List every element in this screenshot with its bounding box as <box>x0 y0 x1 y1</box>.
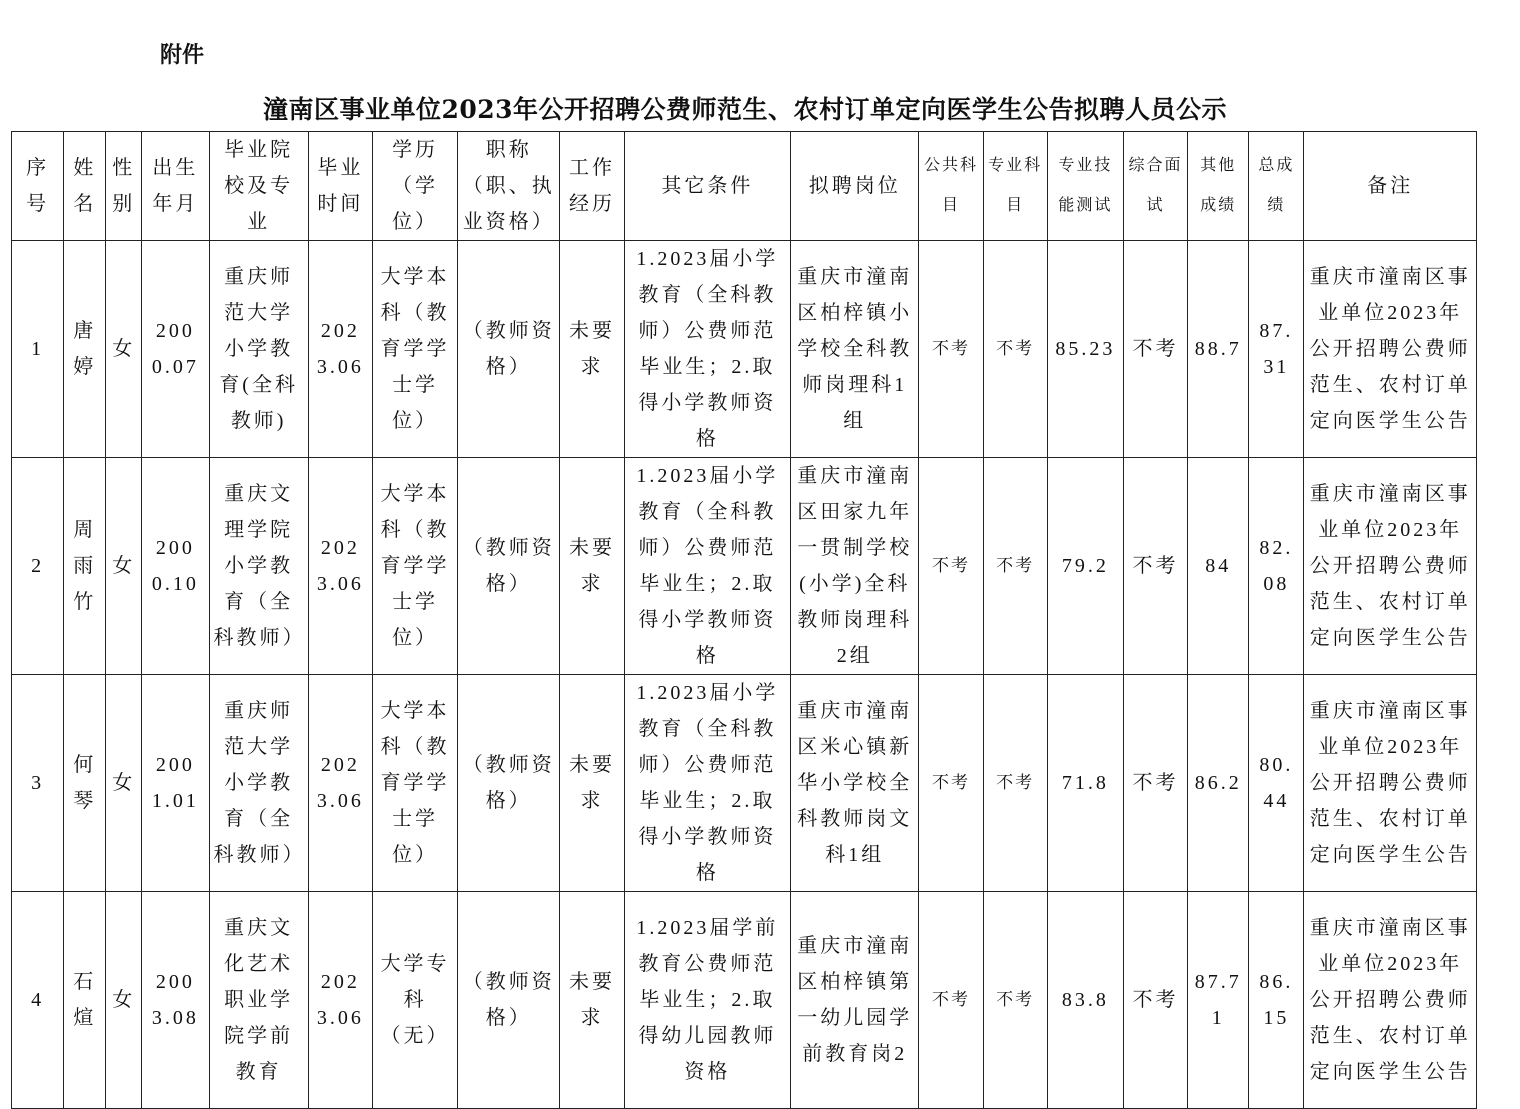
header-title-qual: 职称（职、执业资格） <box>458 132 560 241</box>
cell-position: 重庆市潼南区柏梓镇小学校全科教师岗理科1组 <box>791 241 919 458</box>
cell-major-subject: 不考 <box>983 458 1047 675</box>
cell-education: 大学专科（无） <box>372 892 457 1109</box>
cell-name: 唐婷 <box>64 241 106 458</box>
cell-education: 大学本科（教育学学士学位） <box>372 458 457 675</box>
cell-interview: 不考 <box>1123 892 1187 1109</box>
cell-other-cond: 1.2023届小学教育（全科教师）公费师范毕业生；2.取得小学教师资格 <box>624 458 790 675</box>
header-work-exp: 工作经历 <box>560 132 624 241</box>
table-row <box>12 675 1477 892</box>
cell-position: 重庆市潼南区米心镇新华小学校全科教师岗文科1组 <box>791 675 919 892</box>
cell-skill-test: 85.23 <box>1047 241 1123 458</box>
cell-education: 大学本科（教育学学士学位） <box>372 675 457 892</box>
cell-grad-time: 2023.06 <box>308 458 372 675</box>
cell-title-qual: （教师资格） <box>458 892 560 1109</box>
cell-gender: 女 <box>106 241 142 458</box>
cell-seq: 4 <box>12 892 64 1109</box>
header-major-subject: 专业科目 <box>983 132 1047 241</box>
cell-title-qual: （教师资格） <box>458 675 560 892</box>
cell-public-subject: 不考 <box>919 458 983 675</box>
cell-seq: 3 <box>12 675 64 892</box>
table-header-row <box>12 132 1477 241</box>
cell-other-cond: 1.2023届小学教育（全科教师）公费师范毕业生；2.取得小学教师资格 <box>624 675 790 892</box>
cell-work-exp: 未要求 <box>560 892 624 1109</box>
cell-public-subject: 不考 <box>919 892 983 1109</box>
cell-major-subject: 不考 <box>983 675 1047 892</box>
cell-remark: 重庆市潼南区事业单位2023年公开招聘公费师范生、农村订单定向医学生公告 <box>1304 458 1477 675</box>
cell-other-cond: 1.2023届学前教育公费师范毕业生；2.取得幼儿园教师资格 <box>624 892 790 1109</box>
attachment-label: 附件 <box>160 43 205 68</box>
cell-work-exp: 未要求 <box>560 675 624 892</box>
cell-grad-time: 2023.06 <box>308 241 372 458</box>
header-public-subject: 公共科目 <box>919 132 983 241</box>
cell-other-score: 87.71 <box>1188 892 1249 1109</box>
cell-name: 何琴 <box>64 675 106 892</box>
cell-grad-time: 2023.06 <box>308 675 372 892</box>
cell-position: 重庆市潼南区柏梓镇第一幼儿园学前教育岗2 <box>791 892 919 1109</box>
cell-skill-test: 79.2 <box>1047 458 1123 675</box>
cell-gender: 女 <box>106 675 142 892</box>
header-grad-time: 毕业时间 <box>308 132 372 241</box>
page-title: 潼南区事业单位2023年公开招聘公费师范生、农村订单定向医学生公告拟聘人员公示 <box>262 95 1228 124</box>
cell-grad-time: 2023.06 <box>308 892 372 1109</box>
cell-work-exp: 未要求 <box>560 241 624 458</box>
cell-public-subject: 不考 <box>919 241 983 458</box>
cell-total: 80.44 <box>1249 675 1304 892</box>
header-skill-test: 专业技能测试 <box>1047 132 1123 241</box>
cell-skill-test: 83.8 <box>1047 892 1123 1109</box>
cell-other-score: 84 <box>1188 458 1249 675</box>
header-gender: 性别 <box>106 132 142 241</box>
cell-birth: 2000.10 <box>142 458 209 675</box>
table-row <box>12 458 1477 675</box>
table-row <box>12 241 1477 458</box>
candidates-table <box>11 131 1477 1109</box>
cell-total: 87.31 <box>1249 241 1304 458</box>
header-education: 学历（学位） <box>372 132 457 241</box>
cell-birth: 2003.08 <box>142 892 209 1109</box>
cell-major-subject: 不考 <box>983 241 1047 458</box>
table-row <box>12 892 1477 1109</box>
cell-other-score: 88.7 <box>1188 241 1249 458</box>
cell-remark: 重庆市潼南区事业单位2023年公开招聘公费师范生、农村订单定向医学生公告 <box>1304 241 1477 458</box>
header-school-major: 毕业院校及专业 <box>209 132 308 241</box>
header-name: 姓名 <box>64 132 106 241</box>
cell-school-major: 重庆文理学院小学教育（全科教师） <box>209 458 308 675</box>
header-seq: 序号 <box>12 132 64 241</box>
cell-school-major: 重庆师范大学小学教育（全科教师） <box>209 675 308 892</box>
cell-major-subject: 不考 <box>983 892 1047 1109</box>
cell-school-major: 重庆文化艺术职业学院学前教育 <box>209 892 308 1109</box>
cell-public-subject: 不考 <box>919 675 983 892</box>
cell-name: 周雨竹 <box>64 458 106 675</box>
cell-education: 大学本科（教育学学士学位） <box>372 241 457 458</box>
header-total: 总成绩 <box>1249 132 1304 241</box>
header-remark: 备注 <box>1304 132 1477 241</box>
cell-birth: 2001.01 <box>142 675 209 892</box>
header-position: 拟聘岗位 <box>791 132 919 241</box>
cell-total: 86.15 <box>1249 892 1304 1109</box>
cell-gender: 女 <box>106 458 142 675</box>
cell-name: 石煊 <box>64 892 106 1109</box>
header-other-score: 其他成绩 <box>1188 132 1249 241</box>
cell-skill-test: 71.8 <box>1047 675 1123 892</box>
cell-remark: 重庆市潼南区事业单位2023年公开招聘公费师范生、农村订单定向医学生公告 <box>1304 892 1477 1109</box>
header-interview: 综合面试 <box>1123 132 1187 241</box>
cell-position: 重庆市潼南区田家九年一贯制学校(小学)全科教师岗理科2组 <box>791 458 919 675</box>
cell-title-qual: （教师资格） <box>458 458 560 675</box>
cell-work-exp: 未要求 <box>560 458 624 675</box>
cell-birth: 2000.07 <box>142 241 209 458</box>
cell-gender: 女 <box>106 892 142 1109</box>
cell-interview: 不考 <box>1123 241 1187 458</box>
cell-other-score: 86.2 <box>1188 675 1249 892</box>
cell-school-major: 重庆师范大学小学教育(全科教师) <box>209 241 308 458</box>
cell-interview: 不考 <box>1123 675 1187 892</box>
header-other-cond: 其它条件 <box>624 132 790 241</box>
cell-interview: 不考 <box>1123 458 1187 675</box>
cell-total: 82.08 <box>1249 458 1304 675</box>
cell-remark: 重庆市潼南区事业单位2023年公开招聘公费师范生、农村订单定向医学生公告 <box>1304 675 1477 892</box>
cell-seq: 2 <box>12 458 64 675</box>
header-birth: 出生年月 <box>142 132 209 241</box>
cell-other-cond: 1.2023届小学教育（全科教师）公费师范毕业生；2.取得小学教师资格 <box>624 241 790 458</box>
cell-seq: 1 <box>12 241 64 458</box>
cell-title-qual: （教师资格） <box>458 241 560 458</box>
